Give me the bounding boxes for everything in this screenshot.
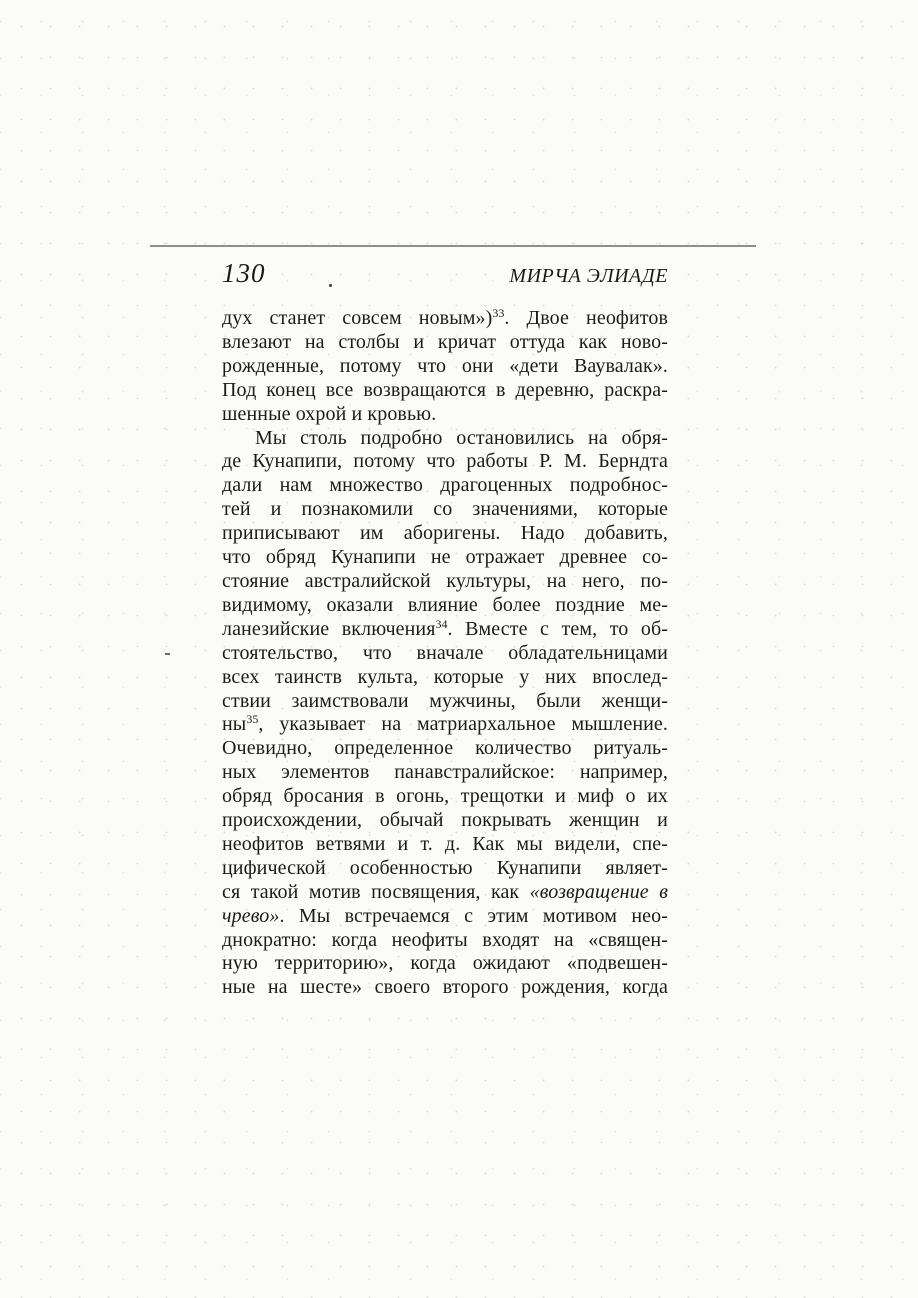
text-segment: днократно: когда неофиты входят на «священ- xyxy=(222,928,668,951)
text-segment: влезают на столбы и кричат оттуда как ново- xyxy=(222,330,668,353)
text-segment: ную территорию», когда ожидают «подвешен- xyxy=(222,952,668,975)
text-segment: рожденные, потому что они «дети Ваувалак». xyxy=(222,354,668,377)
text-segment: дали нам множество драгоценных подробнос- xyxy=(222,474,668,497)
text-segment: стояние австралийской культуры, на него, по- xyxy=(222,569,668,592)
text-segment: чрево» xyxy=(222,904,280,927)
text-segment: ные на шесте» своего второго рождения, когда xyxy=(222,976,668,999)
text-segment: всех таинств культа, которые у них впослед- xyxy=(222,665,668,688)
text-line xyxy=(222,618,668,642)
text-line xyxy=(222,474,668,498)
page-number: 130 xyxy=(222,258,266,288)
text-line xyxy=(222,331,668,355)
text-line xyxy=(222,737,668,761)
text-segment: Под конец все возвращаются в деревню, раскра- xyxy=(222,378,668,401)
text-line xyxy=(222,713,668,737)
text-line xyxy=(222,785,668,809)
text-segment: ланезийские включения xyxy=(222,617,436,640)
text-line xyxy=(222,929,668,953)
text-segment: обряд бросания в огонь, трещотки и миф о их xyxy=(222,785,668,808)
text-line xyxy=(222,857,668,881)
text-segment: «возвращение в xyxy=(529,880,668,903)
text-line xyxy=(222,833,668,857)
text-line xyxy=(222,570,668,594)
text-segment: тей и познакомили со значениями, которые xyxy=(222,498,668,521)
text-line xyxy=(222,355,668,379)
text-segment: происхождении, обычай покрывать женщин и xyxy=(222,809,668,832)
text-line xyxy=(222,809,668,833)
text-line xyxy=(222,690,668,714)
text-segment: цифической особенностью Кунапипи являет- xyxy=(222,856,668,879)
text-segment: Очевидно, определенное количество ритуаль- xyxy=(222,737,668,760)
text-line xyxy=(222,642,668,666)
text-segment: . Двое неофитов xyxy=(504,307,668,329)
text-segment: ся такой мотив посвящения, как xyxy=(222,880,530,903)
footnote-reference: 35 xyxy=(246,712,259,727)
text-segment: неофитов ветвями и т. д. Как мы видели, спе- xyxy=(222,832,668,855)
text-line xyxy=(222,307,668,331)
running-title: МИРЧА ЭЛИАДЕ xyxy=(509,265,668,287)
paragraph xyxy=(222,307,668,427)
text-line xyxy=(222,761,668,785)
text-line xyxy=(222,498,668,522)
text-segment: , указывает на матриархальное мышление. xyxy=(258,713,668,736)
text-segment: Мы столь подробно остановились на обря- xyxy=(255,426,668,449)
footnote-reference: 33 xyxy=(492,306,505,320)
text-segment: приписывают им аборигены. Надо добавить, xyxy=(222,522,668,545)
text-segment: ны xyxy=(222,713,247,736)
text-segment: ствии заимствовали мужчины, были женщи- xyxy=(222,689,668,712)
scan-speck-dot xyxy=(329,284,332,287)
page-header xyxy=(222,258,668,291)
text-line xyxy=(222,594,668,618)
text-line xyxy=(222,522,668,546)
footnote-reference: 34 xyxy=(435,616,448,631)
text-line xyxy=(222,450,668,474)
text-line xyxy=(222,666,668,690)
text-segment: видимому, оказали влияние более поздние ме- xyxy=(222,593,668,616)
text-segment: дух станет совсем новым») xyxy=(222,307,493,329)
text-segment: стоятельство, что вначале обладательницами xyxy=(222,641,668,664)
text-line xyxy=(222,976,668,1000)
text-segment: . Вместе с тем, то об- xyxy=(447,617,668,640)
header-rule xyxy=(150,245,756,247)
text-segment: де Кунапипи, потому что работы Р. М. Берндта xyxy=(222,450,668,473)
text-segment: что обряд Кунапипи не отражает древнее со- xyxy=(222,546,668,569)
text-block xyxy=(222,307,668,1000)
text-segment: . Мы встречаемся с этим мотивом нео- xyxy=(279,904,668,927)
paragraph xyxy=(222,427,668,1001)
text-line xyxy=(222,379,668,403)
text-line xyxy=(222,403,668,427)
text-line xyxy=(222,905,668,929)
text-line xyxy=(222,427,668,451)
scan-speck-dash xyxy=(165,653,170,655)
text-line xyxy=(222,546,668,570)
text-segment: ных элементов панавстралийское: например, xyxy=(222,761,668,784)
text-segment: шенные охрой и кровью. xyxy=(222,402,437,425)
text-line xyxy=(222,952,668,976)
text-line xyxy=(222,881,668,905)
